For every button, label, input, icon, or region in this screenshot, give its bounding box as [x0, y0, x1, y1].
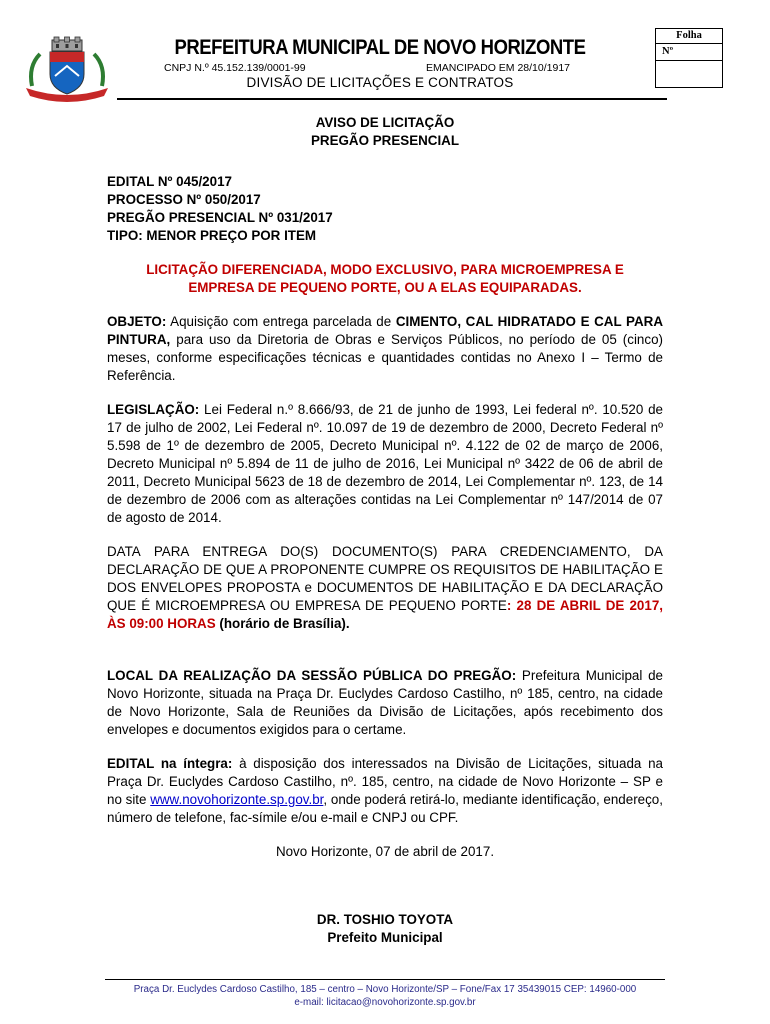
data-entrega-date: 28 DE ABRIL DE 2017, ÀS 09:00 HORAS: [107, 598, 663, 631]
place-date: Novo Horizonte, 07 de abril de 2017.: [275, 844, 495, 859]
objeto-paragraph: [107, 313, 663, 385]
edital-number: EDITAL Nº 045/2017: [107, 174, 232, 189]
header-divider: [117, 98, 667, 100]
footer: [80, 983, 690, 1009]
processo-number: PROCESSO Nº 050/2017: [107, 192, 261, 207]
edital-integra-paragraph: [107, 755, 663, 827]
local-paragraph: [107, 667, 663, 739]
legislacao-paragraph: [107, 401, 663, 527]
footer-divider: [105, 979, 665, 980]
aviso-title: AVISO DE LICITAÇÃO: [315, 115, 455, 130]
notice-line-2: EMPRESA DE PEQUENO PORTE, OU A ELAS EQUIPARADAS.: [188, 280, 582, 295]
folha-label: Folha: [656, 29, 722, 44]
aviso-subtitle: PREGÃO PRESENCIAL: [310, 133, 460, 148]
pregao-number: PREGÃO PRESENCIAL Nº 031/2017: [107, 210, 333, 225]
letterhead: [120, 36, 640, 90]
cnpj-line: [120, 62, 640, 74]
emancipado-text: EMANCIPADO EM 28/10/1917: [426, 62, 570, 74]
edital-integra-text-1: à disposição dos interessados na Divisão de Licitações, situada na Praça Dr. Euclydes Cardoso Castilho, nº. 185, centro, na cidade de Novo Horizonte – SP e no site: [107, 756, 663, 807]
page-title: PREFEITURA MUNICIPAL DE NOVO HORIZONTE: [174, 36, 586, 59]
objeto-text-2: para uso da Diretoria de Obras e Serviços Públicos, no período de 05 (cinco) meses, conforme especificações técnicas e quantidades contidas no Anexo I – Termo de Referência.: [107, 332, 663, 383]
objeto-text-1: Aquisição com entrega parcelada de: [166, 314, 396, 329]
numero-label: Nº: [656, 44, 722, 61]
signature-name: DR. TOSHIO TOYOTA: [316, 912, 454, 927]
data-entrega-text: DATA PARA ENTREGA DO(S) DOCUMENTO(S) PARA CREDENCIAMENTO, DA DECLARAÇÃO DE QUE A PROPONENTE CUMPRE OS REQUISITOS DE HABILITAÇÃO E DOS ENVELOPES PROPOSTA e DOCUMENTOS DE HABILITAÇÃO E DA DECLARAÇÃO QUE É MICROEMPRESA OU EMPRESA DE PEQUENO PORTE: [107, 544, 663, 613]
local-label: LOCAL DA REALIZAÇÃO DA SESSÃO PÚBLICA DO PREGÃO:: [107, 668, 517, 683]
legislacao-label: LEGISLAÇÃO:: [107, 402, 200, 417]
footer-email: e-mail: licitacao@novohorizonte.sp.gov.br: [294, 997, 476, 1008]
legislacao-text: Lei Federal n.º 8.666/93, de 21 de junho de 1993, Lei federal nº. 10.520 de 17 de julho de 2002, Lei Federal nº. 10.097 de 19 de dezembro de 2000, Decreto Federal nº 5.598 de 1º de dezembro de 2005, Decreto Municipal nº. 4.122 de 02 de março de 2006, Decreto Municipal nº 5.894 de 11 de julho de 2016, Lei Municipal nº 3422 de 06 de abril de 2011, Decreto Municipal 5623 de 18 de dezembro de 2014, Lei Complementar nº. 123, de 14 de dezembro de 2006 com as alterações contidas na Lei Complementar nº 147/2014 de 07 de agosto de 2014.: [107, 402, 663, 525]
signature-role: Prefeito Municipal: [327, 930, 443, 945]
data-entrega-suffix: (horário de Brasília).: [215, 616, 350, 631]
tipo-line: TIPO: MENOR PREÇO POR ITEM: [107, 228, 317, 243]
edital-integra-text-2: , onde poderá retirá-lo, mediante identificação, endereço, número de telefone, fac-símile e/ou e-mail e CNPJ ou CPF.: [107, 792, 663, 825]
objeto-bold: CIMENTO, CAL HIDRATADO E CAL PARA PINTURA,: [107, 314, 663, 347]
footer-address: Praça Dr. Euclydes Cardoso Castilho, 185 – centro – Novo Horizonte/SP – Fone/Fax 17 35439015 CEP: 14960-000: [133, 984, 637, 995]
division-name: DIVISÃO DE LICITAÇÕES E CONTRATOS: [246, 75, 514, 90]
website-link[interactable]: www.novohorizonte.sp.gov.br: [150, 792, 324, 807]
local-text: Prefeitura Municipal de Novo Horizonte, situada na Praça Dr. Euclydes Cardoso Castilho, nº 185, centro, na cidade de Novo Horizonte, Sala de Reuniões da Divisão de Licitações, após recebimento dos envelopes e documentos exigidos para o certame.: [107, 668, 663, 737]
folha-stamp-box: [655, 28, 723, 88]
objeto-label: OBJETO:: [107, 314, 167, 329]
cnpj-text: CNPJ N.º 45.152.139/0001-99: [164, 62, 306, 74]
data-entrega-paragraph: [107, 543, 663, 633]
municipal-crest-icon: [22, 36, 112, 104]
edital-integra-label: EDITAL na íntegra:: [107, 756, 233, 771]
data-entrega-colon: :: [506, 598, 512, 613]
document-body: [107, 114, 663, 947]
notice-line-1: LICITAÇÃO DIFERENCIADA, MODO EXCLUSIVO, PARA MICROEMPRESA E: [146, 262, 624, 277]
